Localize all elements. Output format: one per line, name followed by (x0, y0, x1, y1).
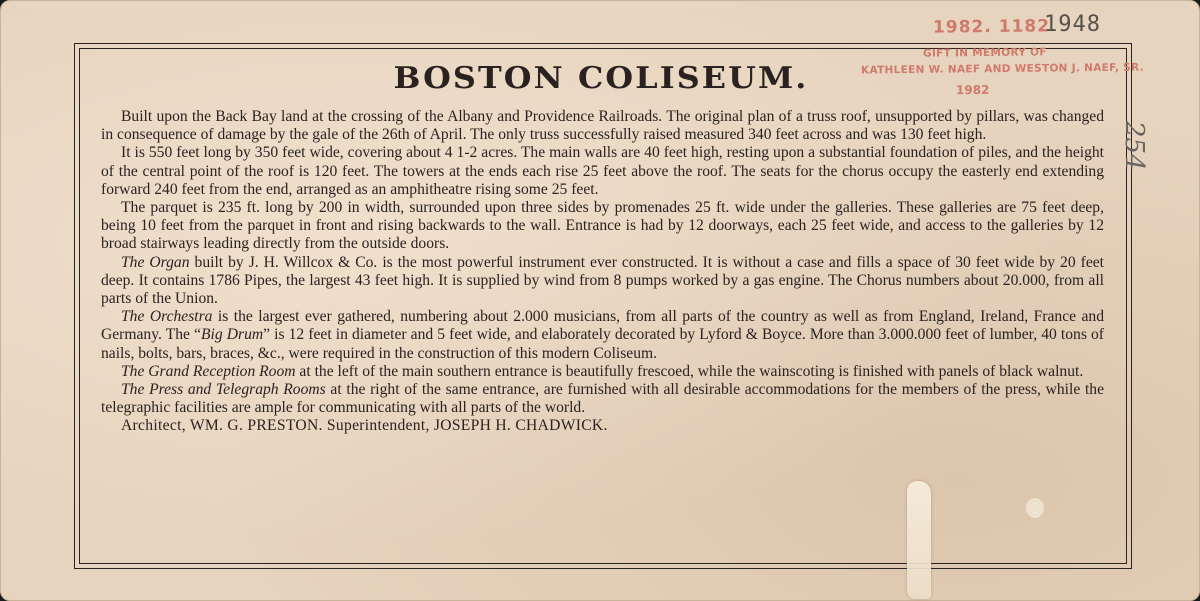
paragraph-text: ” is 12 feet in diameter and 5 feet wide, and elaborately decorated by Lyford & Boyce. More than 3.000.000 feet of lumber, 40 tons of nails, bolts, bars, braces, &c., were required in the construction of this modern Coliseum. (101, 326, 1104, 362)
paragraph-text: The parquet is 235 ft. long by 200 in width, surrounded upon three sides by promenades 25 ft. wide under the galleries. These galleries are 75 feet deep, being 10 feet from the parquet in front and rising backwards to the wall. Entrance is had by 12 doorways, each 25 feet wide, and access to the galleries by 12 broad stairways leading directly from the outside doors. (101, 199, 1104, 253)
paragraph-text: It is 550 feet long by 350 feet wide, covering about 4 1-2 acres. The main walls are 40 feet high, resting upon a substantial foundation of piles, and the height of the central point of the roof is 120 feet. The towers at the ends each rise 25 feet above the roof. The seats for the chorus occupy the easterly end extending forward 240 feet from the end, arranged as an amphitheatre rising some 25 feet. (101, 144, 1104, 198)
paragraph (101, 308, 1104, 363)
paragraph (101, 363, 1104, 381)
italic-heading: The Grand Reception Room (121, 362, 296, 380)
card-title: BOSTON COLISEUM. (393, 61, 809, 96)
paragraph-text: built by J. H. Willcox & Co. is the most powerful instrument ever constructed. It is without a case and fills a space of 30 feet wide by 20 feet deep. It contains 1786 Pipes, the largest 43 feet high. It is supplied by wind from 8 pumps worked by a gas engine. The Chorus numbers about 20.000, from all parts of the Union. (101, 253, 1104, 308)
architect-credit: Architect, WM. G. PRESTON. Superintendent, JOSEPH H. CHADWICK. (121, 417, 608, 435)
pencil-side-inscription: 254 (1119, 121, 1149, 171)
paragraph-text: Built upon the Back Bay land at the crossing of the Albany and Providence Railroads. The original plan of a truss roof, unsupported by pillars, was changed in consequence of damage by the gale of the 26th of April. The only truss successfully raised measured 340 feet across and was 130 feet high. (101, 108, 1104, 144)
paragraph-text: at the left of the main southern entrance is beautifully frescoed, while the wainscoting is finished with panels of black walnut. (295, 362, 1084, 380)
paragraph (101, 144, 1104, 199)
italic-heading: Big Drum (200, 326, 264, 344)
accession-number-stamp: 1982. 1182 (932, 16, 1051, 38)
paragraph-text: at the right of the same entrance, are furnished with all desirable accommodations for the members of the press, while the telegraphic facilities are ample for communicating with all parts of the world. (101, 381, 1104, 417)
description-text (101, 108, 1104, 436)
pencil-inscription: 1948 (1044, 12, 1101, 37)
italic-heading: The Press and Telegraph Rooms (121, 381, 326, 399)
paragraph-list (101, 108, 1104, 417)
paragraph (101, 254, 1104, 309)
paper-loss-damage (907, 481, 931, 599)
gift-stamp-year: 1982 (955, 82, 990, 98)
paragraph (101, 108, 1104, 144)
paragraph (101, 199, 1104, 254)
gift-stamp-line-1: GIFT IN MEMORY OF (922, 46, 1047, 60)
gift-stamp-line-2: KATHLEEN W. NAEF AND WESTON J. NAEF, SR. (860, 61, 1144, 77)
italic-heading: The Organ (121, 253, 190, 271)
paragraph (101, 381, 1104, 417)
paper-abrasion-spot (1026, 498, 1044, 518)
paragraph-text: is the largest ever gathered, numbering about 2.000 musicians, from all parts of the country as well as from England, Ireland, France and Germany. The “ (101, 308, 1104, 344)
italic-heading: The Orchestra (121, 308, 213, 326)
